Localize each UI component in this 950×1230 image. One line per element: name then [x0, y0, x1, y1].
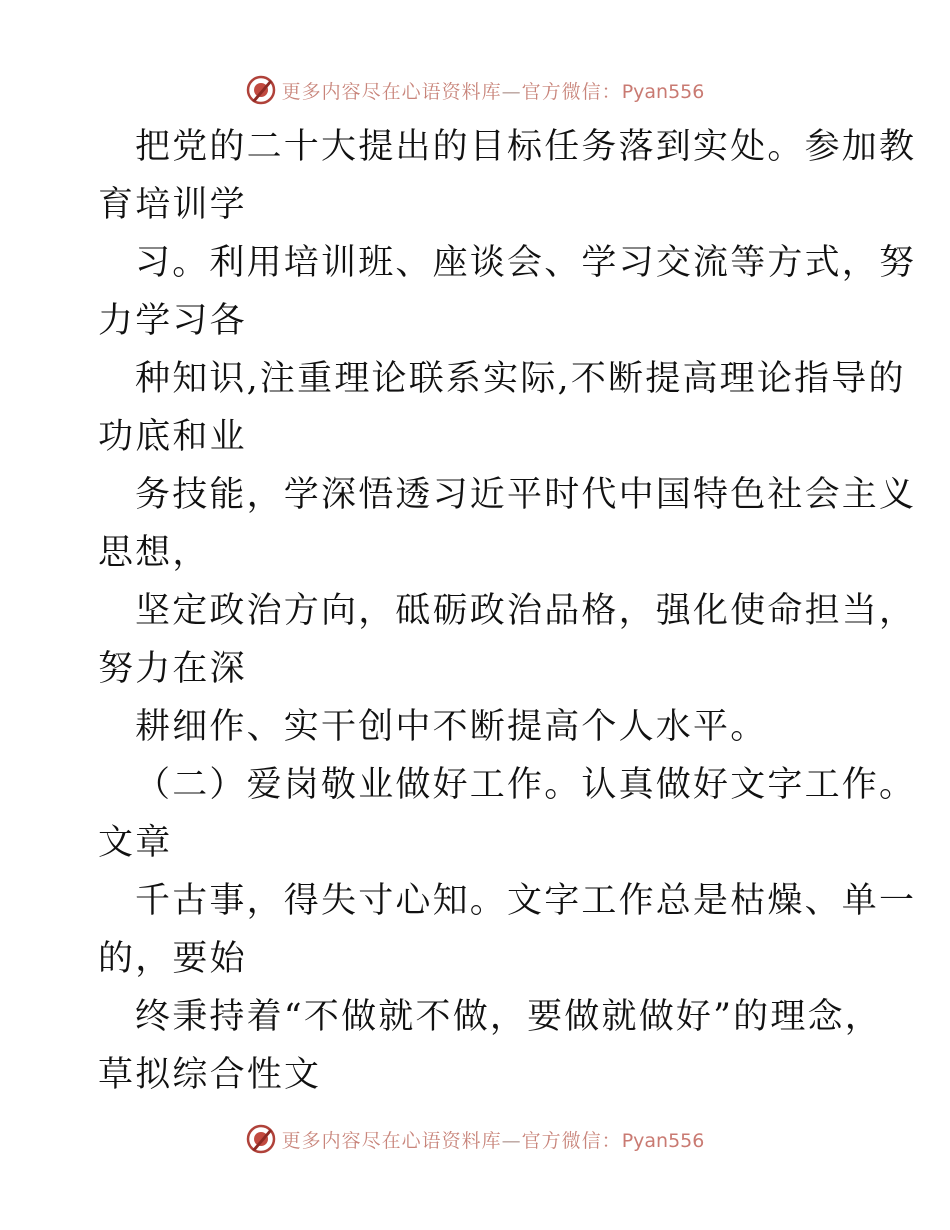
text-line: 功底和业 — [98, 417, 247, 457]
watermark-text: 更多内容尽在心语资料库—官方微信：Pyan556 — [281, 1129, 705, 1152]
text-line: （二）爱岗敬业做好工作。认真做好文字工作。 — [135, 765, 917, 805]
text-line: 千古事，得失寸心知。文字工作总是枯燥、单一 — [135, 881, 917, 921]
text-line: 耕细作、实干创中不断提高个人水平。 — [135, 707, 768, 747]
text-line: 把党的二十大提出的目标任务落到实处。参加教 — [135, 127, 917, 167]
text-line: 习。利用培训班、座谈会、学习交流等方式，努 — [135, 243, 917, 283]
text-line: 力学习各 — [98, 301, 247, 341]
text-line: 育培训学 — [98, 185, 247, 225]
text-line: 文章 — [98, 823, 173, 863]
text-line: 务技能，学深悟透习近平时代中国特色社会主义 — [135, 475, 917, 515]
text-line: 思想， — [98, 533, 210, 573]
text-line: 终秉持着“不做就不做，要做就做好”的理念， — [135, 997, 882, 1037]
quill-logo-icon — [246, 1124, 276, 1154]
text-line: 努力在深 — [98, 649, 247, 689]
text-line: 坚定政治方向，砥砺政治品格，强化使命担当， — [135, 591, 917, 631]
text-line: 种知识,注重理论联系实际,不断提高理论指导的 — [135, 359, 906, 399]
watermark-text: 更多内容尽在心语资料库—官方微信：Pyan556 — [281, 80, 705, 103]
quill-logo-icon — [246, 75, 276, 105]
text-line: 草拟综合性文 — [98, 1055, 322, 1095]
text-line: 的，要始 — [98, 939, 247, 979]
header-watermark — [0, 70, 950, 110]
footer-watermark — [0, 1119, 950, 1159]
